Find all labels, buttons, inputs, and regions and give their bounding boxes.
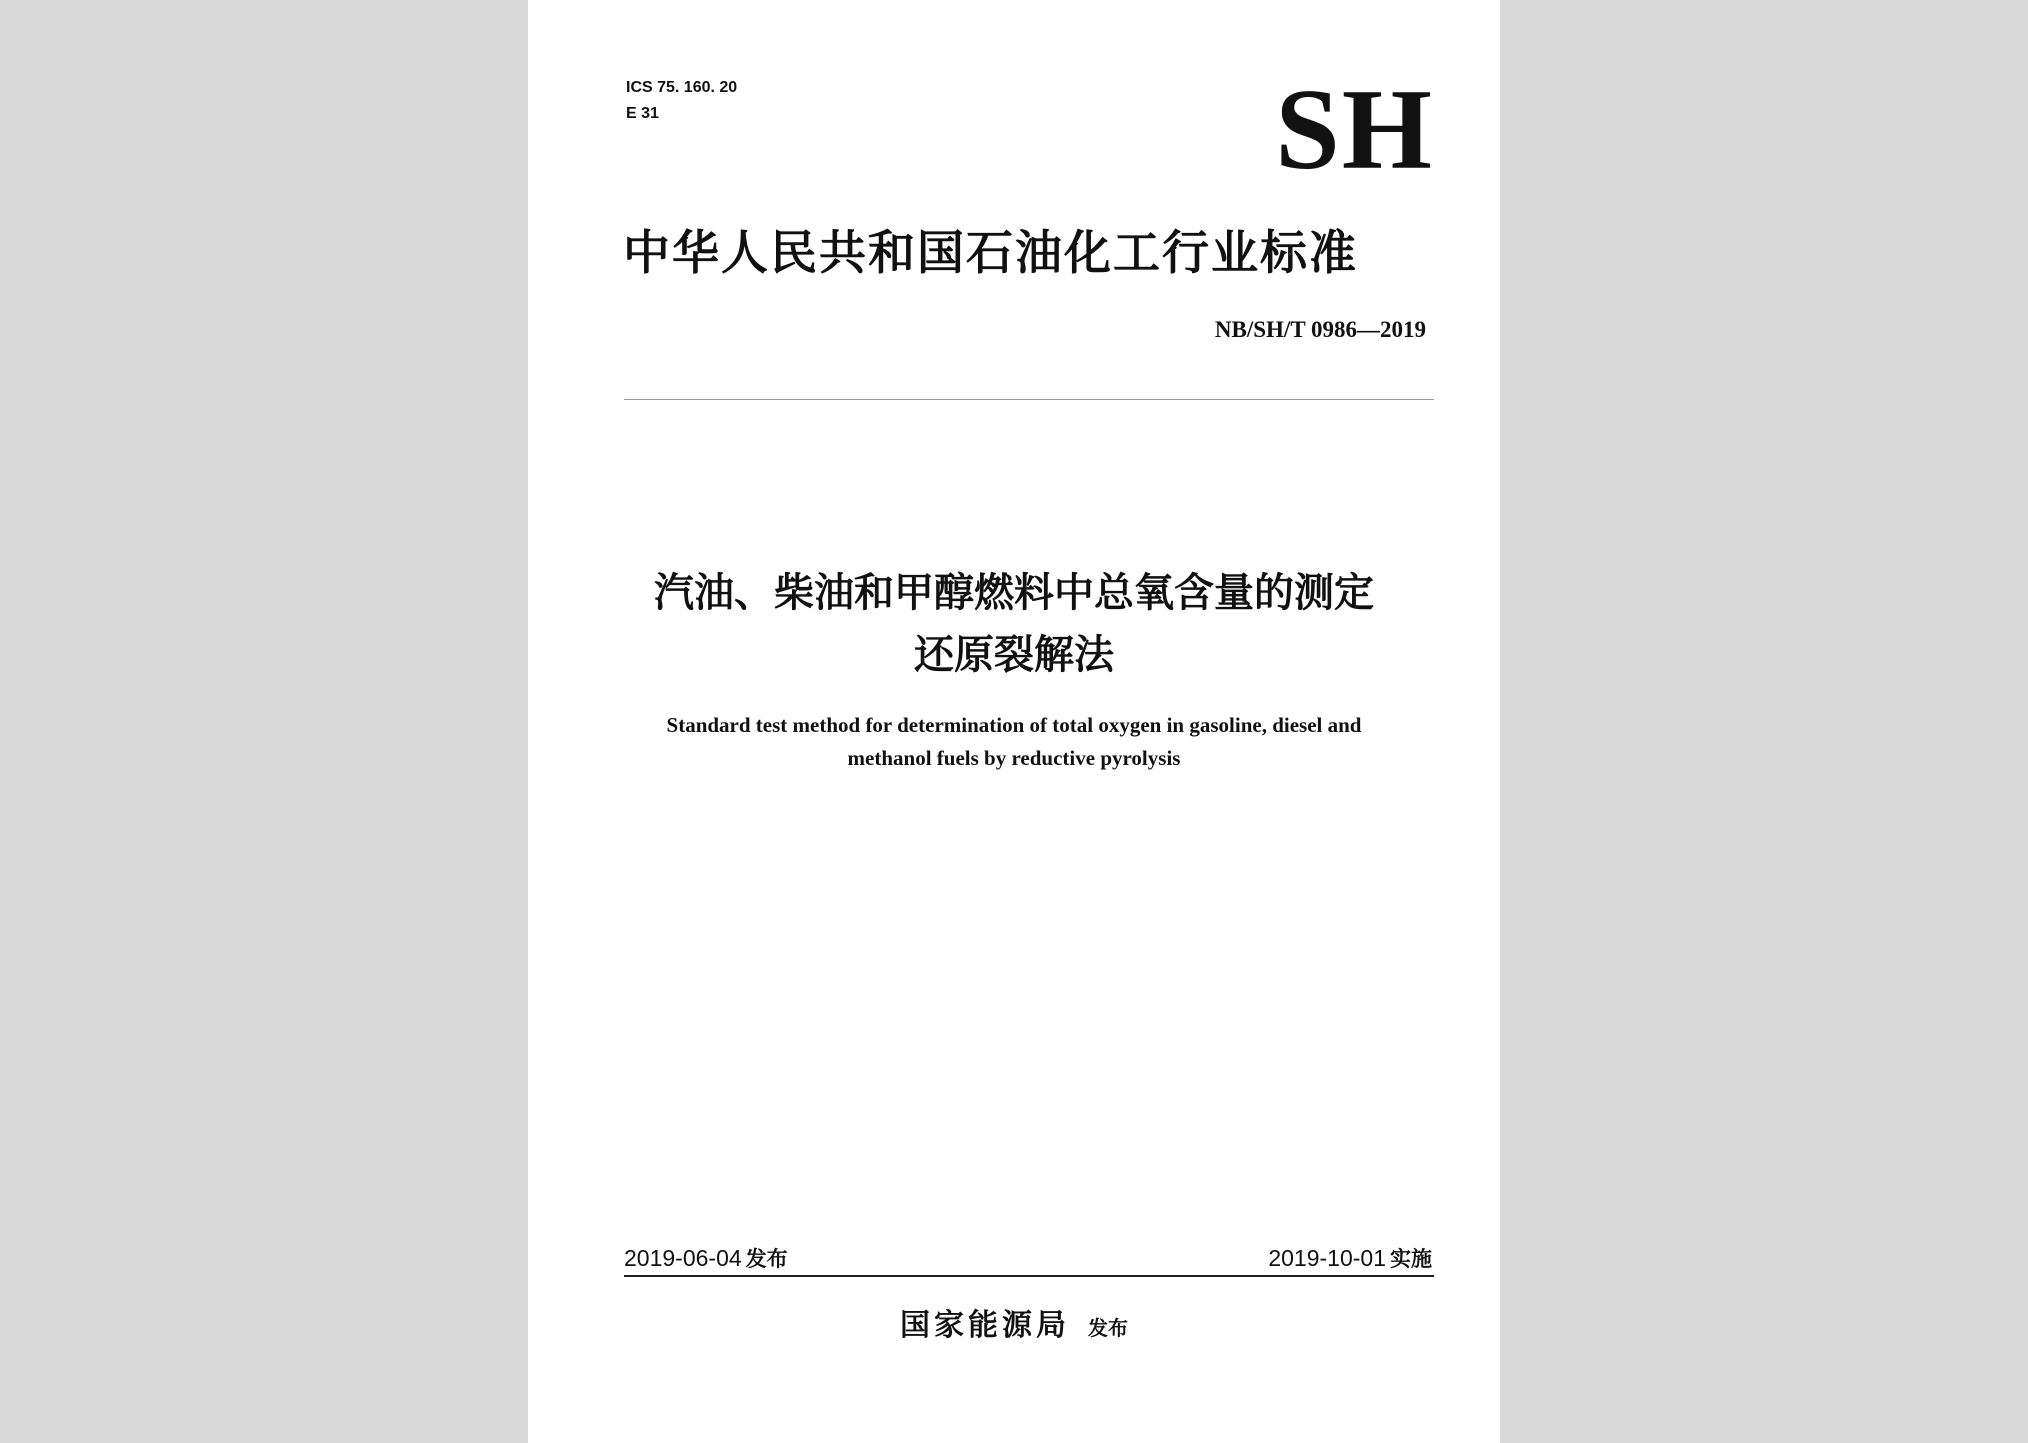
- document-title-zh-line2: 还原裂解法: [914, 632, 1114, 678]
- footer-divider: [624, 1275, 1434, 1277]
- implement-label: 实施: [1390, 1247, 1432, 1271]
- document-cover-page: [528, 0, 1500, 1443]
- implement-date: 2019-10-01: [1268, 1245, 1386, 1271]
- standard-title: 中华人民共和国石油化工行业标准: [623, 226, 1358, 281]
- issue-date-block: [624, 1243, 788, 1274]
- issuer-name: 国家能源局: [900, 1308, 1070, 1343]
- implement-date-block: [1268, 1243, 1432, 1274]
- document-title-en-line2: methanol fuels by reductive pyrolysis: [847, 746, 1181, 770]
- issue-date: 2019-06-04: [624, 1245, 742, 1271]
- document-title-en-line1: Standard test method for determination of total oxygen in gasoline, diesel and: [666, 713, 1362, 737]
- document-title-zh-line1: 汽油、柴油和甲醇燃料中总氧含量的测定: [654, 570, 1374, 616]
- standard-number: NB/SH/T 0986—2019: [1214, 317, 1426, 342]
- issuer-suffix: 发布: [1088, 1316, 1128, 1340]
- ccs-code: E 31: [626, 105, 659, 122]
- header-divider: [624, 399, 1434, 400]
- ics-code: ICS 75. 160. 20: [626, 79, 738, 96]
- sh-logo: SH: [1275, 66, 1434, 194]
- issue-label: 发布: [745, 1247, 788, 1271]
- issuer-block: [528, 1306, 1500, 1346]
